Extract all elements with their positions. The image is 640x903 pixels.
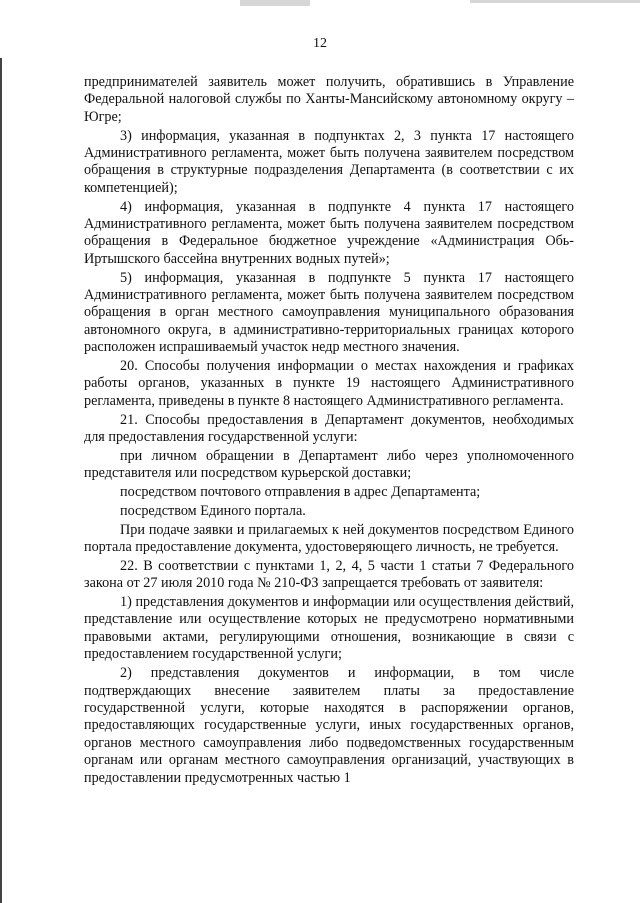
paragraph: 2) представления документов и информации, в том числе подтверждающих внесение заявителем платы за предоставление государственной услуги, которые находятся в распоряжении органов, предоставляющих государственные услуги, иных государственных органов, органов местного самоуправления либо подведомственных государственным органам или органам местного самоуправления организаций, участвующих в предоставлении предусмотренных частью 1: [84, 665, 574, 786]
document-body: [84, 74, 574, 788]
paragraph: 1) представления документов и информации или осуществления действий, представление или осуществление которых не предусмотрено нормативными правовыми актами, регулирующими отношения, возникающие в связи с предоставлением государственной услуги;: [84, 594, 574, 663]
paragraph: предпринимателей заявитель может получить, обратившись в Управление Федеральной налоговой службы по Ханты-Мансийскому автономному округу – Югре;: [84, 74, 574, 125]
scanned-page-edge: [0, 58, 2, 903]
paragraph: 20. Способы получения информации о местах нахождения и графиках работы органов, указанных в пункте 19 настоящего Административного регламента, приведены в пункте 8 настоящего Административного регламента.: [84, 358, 574, 409]
paragraph: 21. Способы предоставления в Департамент документов, необходимых для предоставления государственной услуги:: [84, 411, 574, 446]
paragraph: посредством почтового отправления в адрес Департамента;: [120, 484, 481, 501]
scan-artifact: [470, 0, 640, 3]
paragraph: 3) информация, указанная в подпунктах 2, 3 пункта 17 настоящего Административного регламента, может быть получена заявителем посредством обращения в структурные подразделения Департамента (в соответствии с их компетенцией);: [84, 127, 574, 196]
page-number: 12: [313, 36, 327, 51]
paragraph: 22. В соответствии с пунктами 1, 2, 4, 5 части 1 статьи 7 Федерального закона от 27 июля 2010 года № 210-ФЗ запрещается требовать от заявителя:: [84, 557, 574, 592]
paragraph: при личном обращении в Департамент либо через уполномоченного представителя или посредством курьерской доставки;: [84, 447, 574, 482]
paragraph: 5) информация, указанная в подпункте 5 пункта 17 настоящего Административного регламента, может быть получена заявителем посредством обращения в орган местного самоуправления муниципального образования автономного округа, в административно-территориальных границах которого расположен испрашиваемый участок недр местного значения.: [84, 269, 574, 356]
paragraph: 4) информация, указанная в подпункте 4 пункта 17 настоящего Административного регламента, может быть получена заявителем посредством обращения в Федеральное бюджетное учреждение «Администрация Обь-Иртышского бассейна внутренних водных путей»;: [84, 198, 574, 267]
paragraph: посредством Единого портала.: [120, 502, 306, 519]
scan-artifact: [240, 0, 310, 6]
paragraph: При подаче заявки и прилагаемых к ней документов посредством Единого портала предоставление документа, удостоверяющего личность, не требуется.: [84, 521, 574, 556]
